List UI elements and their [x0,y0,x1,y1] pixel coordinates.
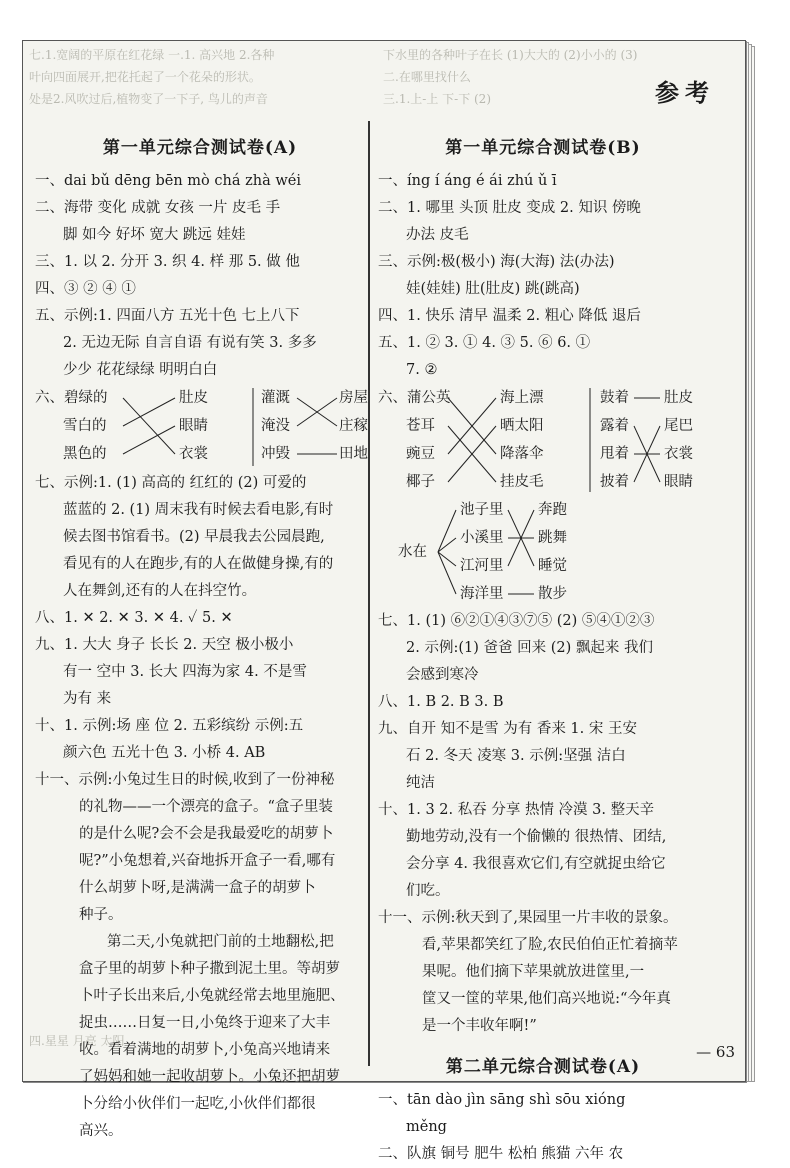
match-right: 庄稼 [339,418,368,434]
answer-line: 们吃。 [406,883,450,899]
answer-line: 三、1. 以 2. 分开 3. 织 4. 样 那 5. 做 他 [35,254,300,270]
answer-line: 会分享 4. 我很喜欢它们,有空就捉虫给它 [406,856,666,872]
match-left: 六、碧绿的 [35,390,108,406]
matching-exercise-six-b [378,384,708,496]
left-column [35,129,368,1145]
answer-line: 盒子里的胡萝卜种子撒到泥土里。等胡萝 [79,961,340,977]
answer-line: 十、1. 示例:场 座 位 2. 五彩缤纷 示例:五 [35,718,304,734]
match-right: 奔跑 [538,502,567,518]
answer-line: 二、1. 哪里 头顶 肚皮 变成 2. 知识 傍晚 [378,200,641,216]
answer-line: 会感到寒冷 [406,667,479,683]
answer-line: 少少 花花绿绿 明明白白 [63,362,218,378]
match-left: 甩着 [600,446,629,462]
answer-line: 捉虫……日复一日,小兔终于迎来了大丰 [79,1015,331,1031]
answer-page [22,40,746,1162]
answer-line: 看见有的人在跑步,有的人在做健身操,有的 [63,556,334,572]
answer-line: 高兴。 [79,1123,123,1139]
answer-line: 了妈妈和她一起收胡萝卜。小兔还把胡萝 [79,1069,340,1085]
answer-line: 呢?”小兔想着,兴奋地拆开盒子一看,哪有 [79,853,336,869]
answer-line: 2. 无边无际 自言自语 有说有笑 3. 多多 [63,335,317,351]
answer-line: 一、íng í áng é ái zhú ǔ ī [378,173,557,189]
match-right: 肚皮 [179,390,208,406]
answer-line: 九、1. 大大 身子 长长 2. 天空 极小极小 [35,637,294,653]
answer-line: 种子。 [79,907,123,923]
answer-line: 五、示例:1. 四面八方 五光十色 七上八下 [35,308,300,324]
bleed-through-text: 叶向四面展开,把花托起了一个花朵的形状。 [29,70,261,84]
match-right: 房屋 [339,390,368,406]
match-left: 黑色的 [63,446,107,462]
answer-line: 的礼物——一个漂亮的盒子。“盒子里装 [79,799,333,815]
answer-line: 一、tān dào jìn sāng shì sōu xióng [378,1092,626,1108]
answer-line: 果呢。他们摘下苹果就放进筐里,一 [422,964,645,980]
match-left: 淹没 [261,418,290,434]
answer-line: 十一、示例:秋天到了,果园里一片丰收的景象。 [378,910,678,926]
answer-line: 一、dai bǔ dēng bēn mò chá zhà wéi [35,173,301,189]
answer-line: 石 2. 冬天 凌寒 3. 示例:坚强 洁白 [406,748,626,764]
match-left: 苍耳 [406,418,435,434]
answer-line: 什么胡萝卜呀,是满满一盒子的胡萝卜 [79,880,316,896]
match-left: 鼓着 [600,390,629,406]
match-right: 尾巴 [664,418,693,434]
match-middle: 小溪里 [460,530,504,546]
match-right: 眼睛 [179,418,208,434]
answer-line: 筐又一筐的苹果,他们高兴地说:“今年真 [422,991,671,1007]
answer-line: 娃(娃娃) 肚(肚皮) 跳(跳高) [406,281,580,297]
answer-line: 是一个丰收年啊!” [422,1018,537,1034]
answer-line: 十、1. 3 2. 私吞 分享 热情 冷漠 3. 整天辛 [378,802,655,818]
answer-line: 2. 示例:(1) 爸爸 回来 (2) 飘起来 我们 [406,640,653,656]
bleed-through-text: 三.1.上-上 下-下 (2) [383,92,492,106]
match-left: 露着 [600,418,629,434]
answer-line: 蓝蓝的 2. (1) 周末我有时候去看电影,有时 [63,502,334,518]
answer-line: 三、示例:极(极小) 海(大海) 法(办法) [378,254,615,270]
answer-line: 八、1. B 2. B 3. B [378,694,504,710]
match-left: 椰子 [406,474,435,490]
answer-line: 候去图书馆看书。(2) 早晨我去公园晨跑, [63,529,325,545]
answer-line: 四、1. 快乐 清早 温柔 2. 粗心 降低 退后 [378,308,641,324]
answer-line: měng [406,1119,447,1135]
bleed-through-text: 二.在哪里找什么 [383,70,471,84]
match-left: 六、蒲公英 [378,390,451,406]
right-title-unit2: 第二单元综合测试卷(A) [445,1057,641,1077]
match-left: 披着 [600,474,629,490]
match-left: 雪白的 [63,418,107,434]
section-tab-label: 参考 [655,78,715,107]
answer-line: 二、海带 变化 成就 女孩 一片 皮毛 手 [35,200,281,216]
match-left: 冲毁 [261,446,290,462]
answer-line: 收。看着满地的胡萝卜,小兔高兴地请来 [79,1042,331,1058]
answer-line: 第二天,小兔就把门前的土地翻松,把 [107,934,334,950]
answer-line: 办法 皮毛 [406,227,469,243]
match-left: 灌溉 [261,390,290,406]
left-title: 第一单元综合测试卷(A) [102,138,298,158]
answer-line: 看,苹果都笑红了脸,农民伯伯正忙着摘苹 [422,937,678,953]
matching-exercise-six [35,384,368,470]
right-column [378,129,708,1168]
match-middle: 江河里 [460,558,504,574]
answer-line: 颜六色 五光十色 3. 小桥 4. AB [63,745,266,761]
match-right: 海上漂 [500,390,544,406]
answer-line: 五、1. ② 3. ① 4. ③ 5. ⑥ 6. ① [378,335,591,351]
match-middle: 海洋里 [460,586,504,602]
answer-line: 卜叶子长出来后,小兔就经常去地里施肥、 [79,988,345,1004]
answer-line: 卜分给小伙伴们一起吃,小伙伴们都很 [79,1096,316,1112]
match-right: 衣裳 [664,446,693,462]
match-right: 晒太阳 [500,418,544,434]
answer-line: 十一、示例:小兔过生日的时候,收到了一份神秘 [35,772,335,788]
match-right: 肚皮 [664,390,693,406]
answer-line: 有一 空中 3. 长大 四海为家 4. 不是雪 [63,664,307,680]
match-right: 散步 [538,586,567,602]
answer-line: 八、1. ✕ 2. ✕ 3. ✕ 4. ✓ 5. ✕ [35,610,233,626]
answer-line: 四、③ ② ④ ① [35,281,136,297]
answer-line: 九、自开 知不是雪 为有 香来 1. 宋 王安 [378,721,637,737]
answer-line: 脚 如今 好坏 宽大 跳远 娃娃 [63,227,246,243]
matching-exercise-water [378,496,708,608]
right-title: 第一单元综合测试卷(B) [445,138,641,158]
match-left: 水在 [398,544,427,560]
answer-line: 二、队旗 铜号 肥牛 松柏 熊猫 六年 农 [378,1146,624,1162]
answer-line: 纯洁 [406,775,435,791]
answer-line: 7. ② [406,362,438,378]
match-middle: 池子里 [460,502,504,518]
match-right: 睡觉 [538,558,567,574]
answer-line: 七、示例:1. (1) 高高的 红红的 (2) 可爱的 [35,475,307,491]
answer-line: 勤地劳动,没有一个偷懒的 很热情、团结, [406,829,667,845]
match-left: 豌豆 [406,446,435,462]
answer-line: 七、1. (1) ⑥②①④③⑦⑤ (2) ⑤④①②③ [378,613,655,629]
match-right: 降落伞 [500,446,544,462]
match-right: 眼睛 [664,474,693,490]
match-right: 挂皮毛 [500,474,544,490]
answer-line: 的是什么呢?会不会是我最爱吃的胡萝卜 [79,826,334,842]
match-right: 衣裳 [179,446,208,462]
bleed-through-text: 处是2.风吹过后,植物变了一下子, 鸟儿的声音 [29,92,268,106]
page-number: — 63 [696,1043,735,1061]
match-right: 跳舞 [538,530,567,546]
column-divider [368,121,370,1066]
bleed-through-text: 七.1.宽阔的平原在红花绿 一.1. 高兴地 2.各种 [29,48,275,62]
match-right: 田地 [339,446,368,462]
bleed-through-text: 下水里的各种叶子在长 (1)大大的 (2)小小的 (3) [383,48,638,62]
bleed-through-text: 四.星星 月亮 太阳 [29,1034,125,1048]
answer-line: 人在舞剑,还有的人在抖空竹。 [63,583,257,599]
answer-line: 为有 来 [63,691,112,707]
